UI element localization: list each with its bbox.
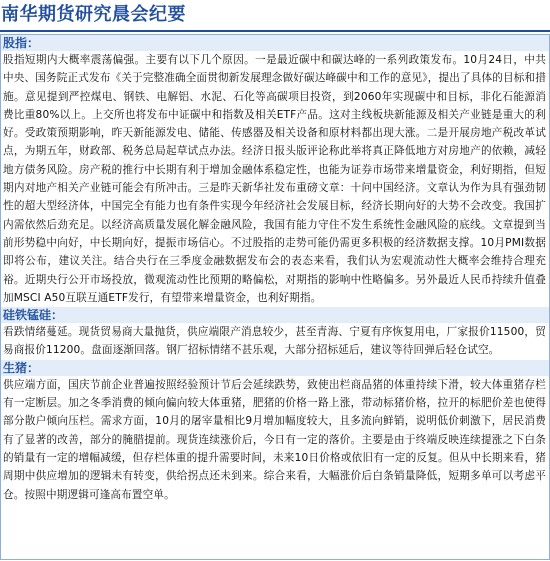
section-body-ferroalloy: 看跌情绪蔓延。现货贸易商大量抛货，供应端限产消息较少，甚至青海、宁夏有序恢复用电，厂家报价11500，贸易商报价11200。盘面逐渐回落。钢厂招标情绪不甚乐观，大部分招标延后，建议等待回弹后轻仓试空。 xyxy=(3,326,546,357)
section-heading-ferroalloy: 硅铁锰硅： xyxy=(1,307,549,323)
section-body-live-hog: 供应端方面，国庆节前企业普遍按照经验预计节后会延续跌势，致使出栏商品猪的体重持续下滑，较大体重猪存栏有一定断层。加之冬季消费的倾向偏向较大体重猪，肥猪的价格一路上涨，带动标猪价格，拉开的标肥价差也使得部分散户倾向压栏。需求方面，10月的屠宰量相比9月增加幅度较大，且多流向鲜销，说明低价刺激下，居民消费有了显著的改善，部分的腌腊提前。现货连续涨价后，今日有一定的落价。主要是由于终端反映连续提涨之下白条的销量有一定的增幅减缓，但存栏体重的提升需要时间，未来10日价格或依旧有一定的反复。但从中长期来看，猪周期中供应增加的逻辑未有转变，供给拐点还未到来。综合来看，大幅涨价后白条销量降低，短期多单可以考虑平仓。按照中期逻辑可逢高布置空单。 xyxy=(3,378,546,501)
section-body-stock-index: 股指短期内大概率震荡偏强。主要有以下几个原因。一是最近碳中和碳达峰的一系列政策发布。10月24日，中共中央、国务院正式发布《关于完整准确全面贯彻新发展理念做好碳达峰碳中和工作的意见》，提出了具体的目标和措施。意见提到严控煤电、钢铁、电解铝、水泥、石化等高碳项目投资，到2060年实现碳中和目标，非化石能源消费比重80%以上。上交所也将发布中证碳中和指数及相关ETF产品。这对主线板块新能源及相关产业链是重大的利好。受政策预期影响，昨天新能源发电、储能、传感器及相关设备和原材料都出现大涨。二是开展房地产税改革试点，为期五年，财政部、税务总局起草试点办法。经济日报头版评论称此举将真正降低地方对房地产的依赖，减轻地方债务风险。房产税的推行中长期有利于增加金融体系稳定性，也能为证券市场带来增量资金，利好期指，但短期内对地产相关产业链可能会有所冲击。三是昨天新华社发布重磅文章：十问中国经济。文章认为作为具有强劲韧性的超大型经济体，中国完全有能力也有条件实现今年经济社会发展目标，经济长期向好的大势不会改变。我国扩内需依然后劲充足。以经济高质量发展化解金融风险，我国有能力守住不发生系统性金融风险的底线。文章提到当前形势稳中向好，中长期向好，提振市场信心。不过股指的走势可能仍需更多积极的经济数据支撑。10月PMI数据即将公布，建议关注。结合央行在三季度金融数据发布会的表态来看，我们认为宏观流动性大概率会维持合理充裕。近期央行公开市场投放，微观流动性比预期的略偏松，对期指的影响中性略偏多。另外最近人民币持续升值叠加MSCI A50互联互通ETF发行，有望带来增量资金，也利好期指。 xyxy=(3,54,546,304)
section-heading-live-hog: 生猪： xyxy=(1,360,549,376)
report-content xyxy=(0,34,550,560)
title-divider xyxy=(0,30,550,32)
page-title: 南华期货研究晨会纪要 xyxy=(1,4,186,25)
section-heading-stock-index: 股指： xyxy=(1,35,549,51)
